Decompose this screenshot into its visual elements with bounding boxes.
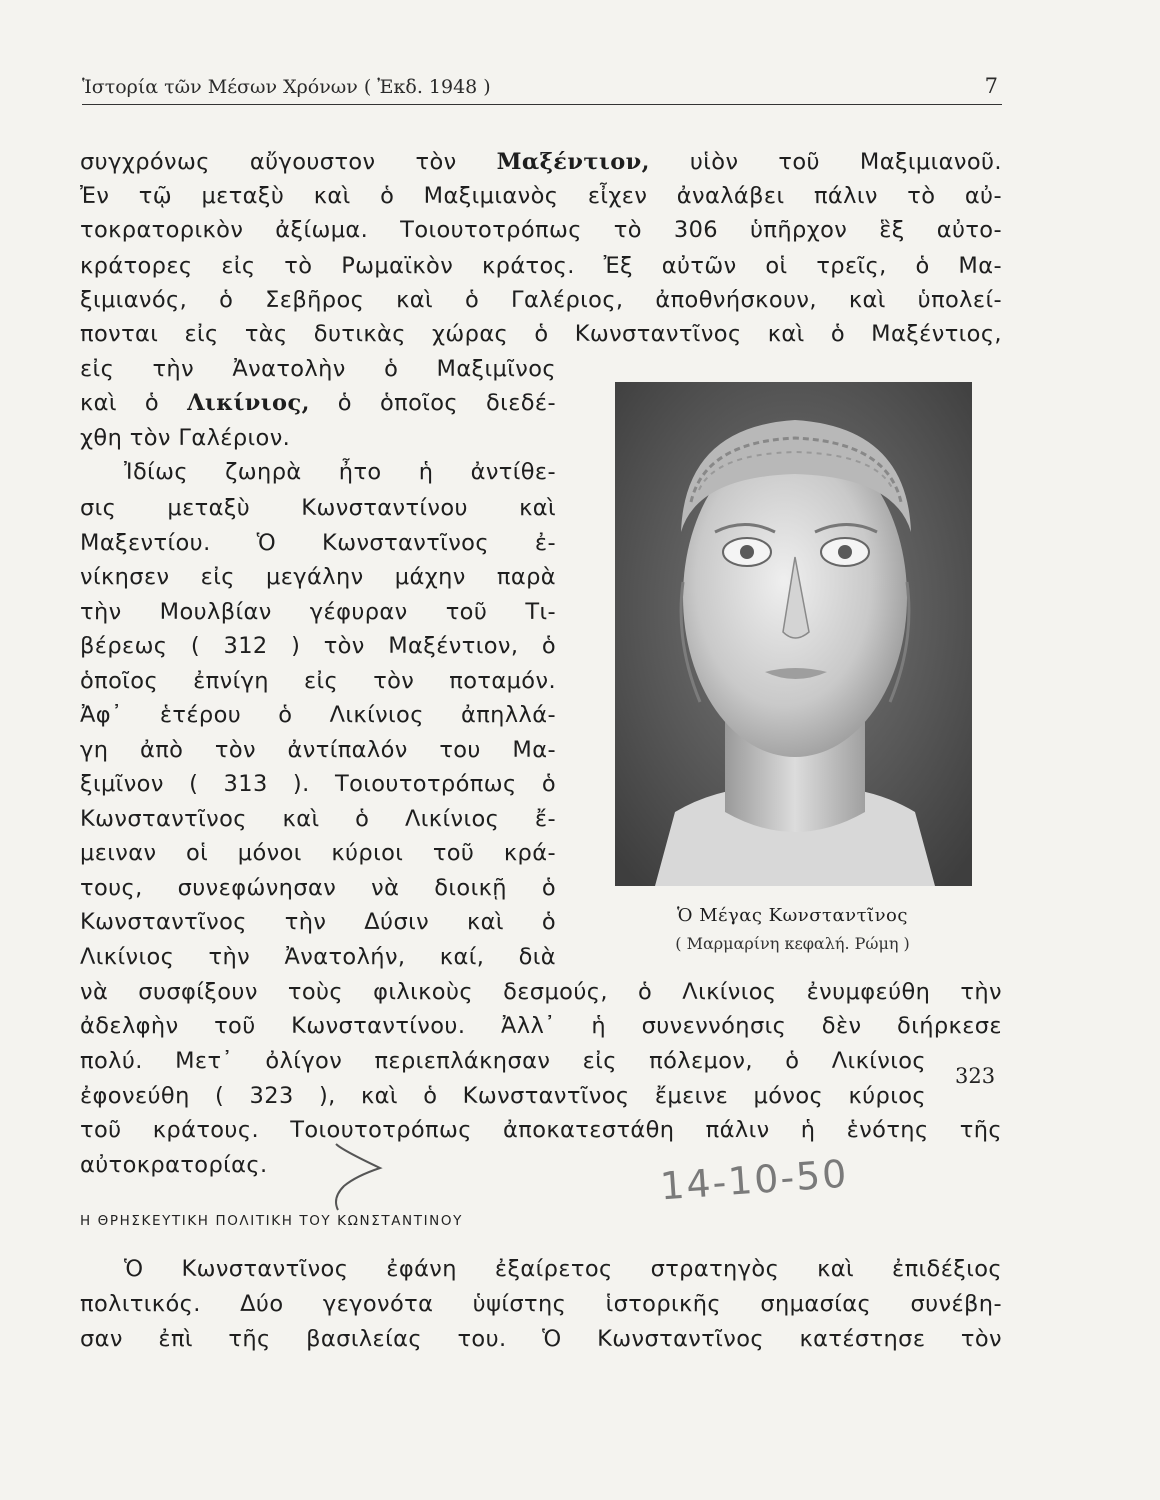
- text-line: Κωνσταντῖνος καὶ ὁ Λικίνιος ἔ-: [80, 806, 556, 832]
- text-line: σις μεταξὺ Κωνσταντίνου καὶ: [80, 495, 556, 521]
- photo-subcaption: ( Μαρμαρίνη κεφαλή. Ρώμη ): [675, 934, 910, 953]
- text-line: βέρεως ( 312 ) τὸν Μαξέντιον, ὁ: [80, 633, 556, 659]
- text-line: καὶ ὁ Λικίνιος, ὁ ὁποῖος διεδέ-: [80, 390, 556, 416]
- text-line: νὰ συσφίξουν τοὺς φιλικοὺς δεσμούς, ὁ Λικίνιος ἐνυμφεύθη τὴν: [80, 979, 1002, 1005]
- name-licinius: Λικίνιος,: [187, 390, 310, 416]
- marble-head-photo: [615, 382, 972, 886]
- text-line: μειναν οἱ μόνοι κύριοι τοῦ κρά-: [80, 840, 556, 866]
- text-line: γη ἀπὸ τὸν ἀντίπαλόν του Μα-: [80, 737, 556, 763]
- text-line: ξιμιανός, ὁ Σεβῆρος καὶ ὁ Γαλέριος, ἀποθνήσκουν, καὶ ὑπολεί-: [80, 287, 1002, 313]
- text-line: σαν ἐπὶ τῆς βασιλείας του. Ὁ Κωνσταντῖνος κατέστησε τὸν: [80, 1326, 1002, 1352]
- book-title: Ἱστορία τῶν Μέσων Χρόνων ( Ἐκδ. 1948 ): [82, 76, 491, 98]
- name-maxentius: Μαξέντιον,: [496, 149, 650, 175]
- pen-mark: [322, 1140, 392, 1215]
- text-line: εἰς τὴν Ἀνατολὴν ὁ Μαξιμῖνος: [80, 356, 556, 382]
- text-line: Μαξεντίου. Ὁ Κωνσταντῖνος ἐ-: [80, 530, 556, 556]
- text-line: πονται εἰς τὰς δυτικὰς χώρας ὁ Κωνσταντῖνος καὶ ὁ Μαξέντιος,: [80, 321, 1002, 347]
- text-line: Ἰδίως ζωηρὰ ἦτο ἡ ἀντίθε-: [124, 459, 556, 485]
- text-line: συγχρόνως αὔγουστον τὸν Μαξέντιον, υἱὸν τοῦ Μαξιμιανοῦ.: [80, 149, 1002, 175]
- section-title: Η ΘΡΗΣΚΕΥΤΙΚΗ ΠΟΛΙΤΙΚΗ ΤΟΥ ΚΩΝΣΤΑΝΤΙΝΟΥ: [80, 1213, 463, 1229]
- text-line: Κωνσταντῖνος τὴν Δύσιν καὶ ὁ: [80, 909, 556, 935]
- text-line: Ἐν τῷ μεταξὺ καὶ ὁ Μαξιμιανὸς εἶχεν ἀναλάβει πάλιν τὸ αὐ-: [80, 183, 1002, 209]
- text-line: τοῦ κράτους. Τοιουτοτρόπως ἀποκατεστάθη πάλιν ἡ ἑνότης τῆς: [80, 1117, 1002, 1143]
- margin-year-number: 323: [955, 1064, 996, 1088]
- text-line: Λικίνιος τὴν Ἀνατολήν, καί, διὰ: [80, 944, 556, 970]
- text-line: ἐφονεύθη ( 323 ), καὶ ὁ Κωνσταντῖνος ἔμεινε μόνος κύριος: [80, 1083, 926, 1109]
- text-line: τοκρατορικὸν ἀξίωμα. Τοιουτοτρόπως τὸ 306 ὑπῆρχον ἓξ αὐτο-: [80, 217, 1002, 243]
- text-line: τὴν Μουλβίαν γέφυραν τοῦ Τι-: [80, 599, 556, 625]
- photo-caption: Ὁ Μέγας Κωνσταντῖνος: [677, 905, 908, 926]
- text-line: χθη τὸν Γαλέριον.: [80, 425, 291, 451]
- text-line: Ὁ Κωνσταντῖνος ἐφάνη ἐξαίρετος στρατηγὸς καὶ ἐπιδέξιος: [124, 1256, 1002, 1282]
- text-line: πολύ. Μετ᾽ ὀλίγον περιεπλάκησαν εἰς πόλεμον, ὁ Λικίνιος: [80, 1048, 926, 1074]
- text-line: ξιμῖνον ( 313 ). Τοιουτοτρόπως ὁ: [80, 771, 556, 797]
- text-line: αὐτοκρατορίας.: [80, 1152, 268, 1178]
- text-line: κράτορες εἰς τὸ Ρωμαϊκὸν κράτος. Ἐξ αὐτῶν οἱ τρεῖς, ὁ Μα-: [80, 253, 1002, 279]
- text-line: νίκησεν εἰς μεγάλην μάχην παρὰ: [80, 564, 556, 590]
- text-line: ἀδελφὴν τοῦ Κωνσταντίνου. Ἀλλ᾽ ἡ συνεννόησις δὲν διήρκεσε: [80, 1013, 1002, 1039]
- text-line: πολιτικός. Δύο γεγονότα ὑψίστης ἱστορικῆς σημασίας συνέβη-: [80, 1291, 1002, 1317]
- page-number: 7: [984, 74, 998, 98]
- running-header: [82, 74, 1002, 105]
- text-line: Ἀφ᾽ ἑτέρου ὁ Λικίνιος ἀπηλλά-: [80, 702, 556, 728]
- text-line: τους, συνεφώνησαν νὰ διοικῇ ὁ: [80, 875, 556, 901]
- text-line: ὁποῖος ἐπνίγη εἰς τὸν ποταμόν.: [80, 668, 556, 694]
- handwritten-date: 14-10-50: [658, 1151, 850, 1209]
